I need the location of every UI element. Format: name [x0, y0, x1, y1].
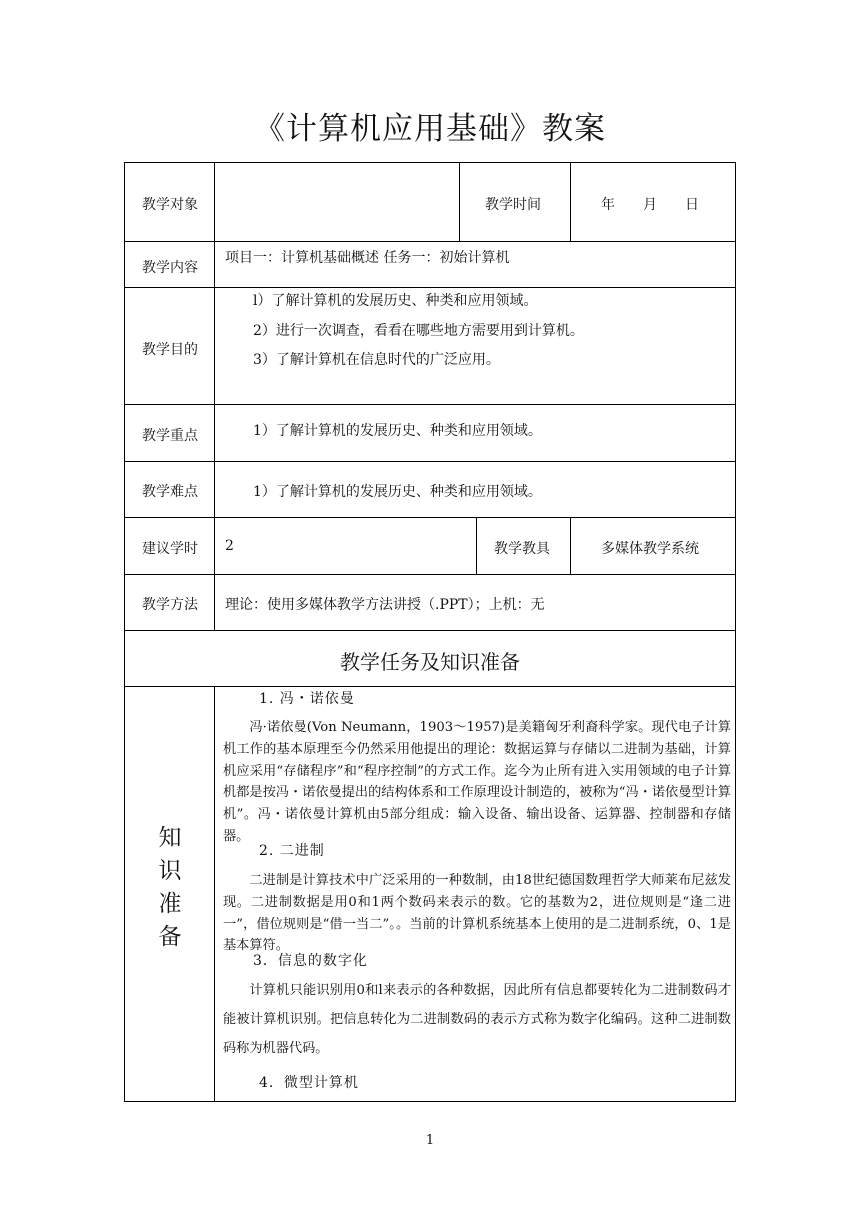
- row-divider: [125, 287, 735, 288]
- side-char: 备: [158, 924, 182, 950]
- difficulty-value: 1）了解计算机的发展历史、种类和应用领域。: [253, 484, 542, 500]
- row-divider: [125, 574, 735, 575]
- key-value: 1）了解计算机的发展历史、种类和应用领域。: [253, 423, 542, 439]
- goal-item: l）了解计算机的发展历史、种类和应用领域。: [253, 293, 538, 309]
- column-divider: [214, 163, 215, 630]
- document-title: 《计算机应用基础》教案: [254, 111, 606, 147]
- column-divider: [476, 517, 477, 574]
- row-divider: [125, 461, 735, 462]
- side-char: 识: [158, 858, 182, 884]
- column-divider: [570, 517, 571, 574]
- row-divider: [125, 404, 735, 405]
- side-label: [125, 822, 215, 954]
- row-divider: [125, 241, 735, 242]
- column-divider: [570, 163, 571, 241]
- row-divider: [125, 630, 735, 631]
- method-label: 教学方法: [142, 597, 198, 613]
- goal-label: 教学目的: [142, 342, 198, 358]
- heading-binary: 2. 二进制: [259, 843, 325, 859]
- hours-value: 2: [225, 538, 234, 554]
- difficulty-label: 教学难点: [142, 484, 198, 500]
- heading-digitization: 3．信息的数字化: [253, 953, 368, 969]
- heading-von-neumann: 1. 冯・诺依曼: [259, 691, 355, 707]
- content-label: 教学内容: [142, 260, 198, 276]
- time-label: 教学时间: [485, 197, 541, 213]
- column-divider: [459, 163, 460, 241]
- heading-microcomputer: 4．微型计算机: [259, 1075, 359, 1091]
- date-value: 年 月 日: [601, 197, 699, 213]
- hours-label: 建议学时: [142, 541, 198, 557]
- goal-item: 3）了解计算机在信息时代的广泛应用。: [253, 352, 500, 368]
- row-divider: [125, 686, 735, 687]
- paragraph-digitization: 计算机只能识别用0和l来表示的各种数据，因此所有信息都要转化为二进制数码才能被计算机识别。把信息转化为二进制数码的表示方式称为数字化编码。这种二进制数码称为机器代码。: [223, 983, 731, 1056]
- key-label: 教学重点: [142, 428, 198, 444]
- side-char: 准: [158, 891, 182, 917]
- lesson-plan-table: [124, 162, 736, 1102]
- goal-item: 2）进行一次调查，看看在哪些地方需要用到计算机。: [253, 323, 584, 339]
- content-value: 项目一：计算机基础概述 任务一：初始计算机: [225, 250, 510, 266]
- object-label: 教学对象: [142, 197, 198, 213]
- tools-label: 教学教具: [494, 541, 550, 557]
- tools-value: 多媒体教学系统: [601, 541, 699, 557]
- row-divider: [125, 517, 735, 518]
- paragraph-von-neumann: 冯·诺依曼(Von Neumann，1903～1957)是美籍匈牙利裔科学家。现代电子计算机工作的基本原理至今仍然采用他提出的理论：数据运算与存储以二进制为基础，计算机应采用“存储程序”和“程序控制”的方式工作。迄今为止所有进入实用领域的电子计算机都是按冯・诺依曼提出的结构体系和工作原理设计制造的，被称为“冯・诺依曼型计算机”。冯・诺依曼计算机由5部分组成：输入设备、输出设备、运算器、控制器和存储器。: [223, 720, 731, 844]
- side-char: 知: [158, 825, 182, 851]
- method-value: 理论：使用多媒体教学方法讲授（.PPT）；上机：无: [225, 597, 545, 613]
- section-title: 教学任务及知识准备: [340, 650, 520, 674]
- page-number: 1: [425, 1133, 435, 1148]
- paragraph-binary: 二进制是计算技术中广泛采用的一种数制，由18世纪德国数理哲学大师莱布尼兹发现。二进制数据是用0和1两个数码来表示的数。它的基数为2，进位规则是“逢二进一”，借位规则是“借一当二”。。当前的计算机系统基本上使用的是二进制系统，0、1是基本算符。: [223, 873, 731, 954]
